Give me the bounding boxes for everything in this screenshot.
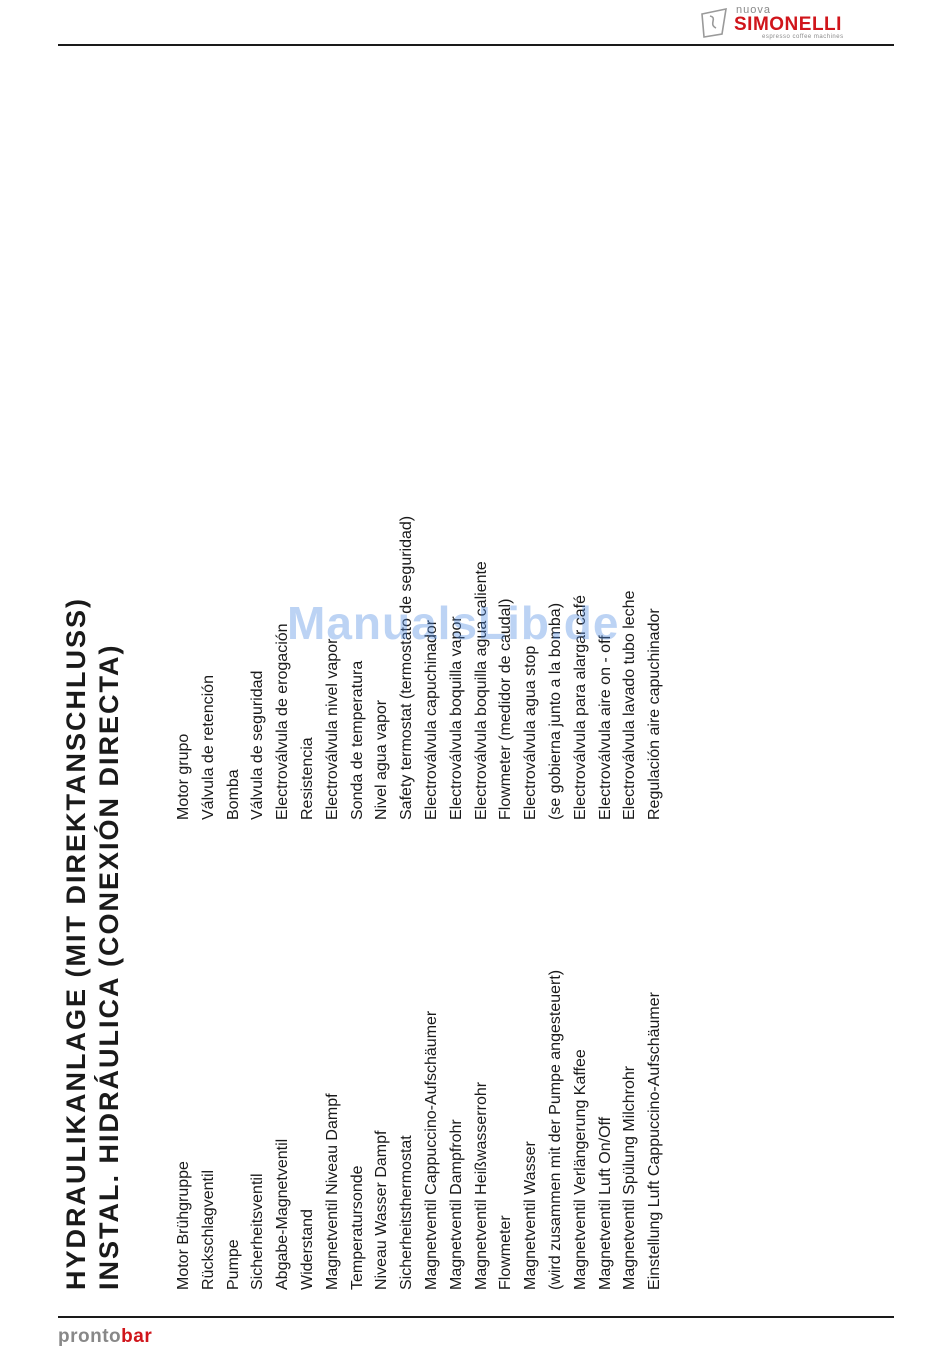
legend-german: Temperatursonde (348, 1165, 366, 1290)
legend-row (172, 510, 197, 1290)
legend-german: Magnetventil Verlängerung Kaffee (571, 1049, 589, 1290)
legend-german: Sicherheitsthermostat (398, 1135, 416, 1290)
legend-german: Widerstand (298, 1209, 316, 1290)
legend-german: Magnetventil Cappuccino-Aufschäumer (422, 1010, 440, 1290)
legend-spanish: Bomba (224, 769, 242, 820)
legend-spanish: Flowmeter (medidor de caudal) (497, 598, 515, 820)
prontobar-logo (58, 1326, 152, 1348)
legend-spanish: Electroválvula para alargar café (571, 594, 589, 820)
legend-german: Flowmeter (497, 1215, 515, 1290)
legend-german: Magnetventil Niveau Dampf (323, 1093, 341, 1290)
legend-german: Abgabe-Magnetventil (274, 1138, 292, 1290)
legend-spanish: Nivel agua vapor (373, 699, 391, 820)
legend-german: Magnetventil Dampfrohr (447, 1119, 465, 1290)
legend-spanish: Electroválvula boquilla vapor (447, 616, 465, 820)
legend-german: Magnetventil Heißwasserrohr (472, 1081, 490, 1290)
footer-rule (58, 1316, 894, 1318)
legend-spanish: Electroválvula lavado tubo leche (621, 590, 639, 820)
legend-spanish: Sonda de temperatura (348, 660, 366, 820)
logo-tagline: espresso coffee machines (762, 34, 844, 40)
legend-row (222, 510, 247, 1290)
legend-spanish: Electroválvula nivel vapor (323, 638, 341, 820)
simonelli-logo (698, 4, 894, 42)
legend-german: Motor Brühgruppe (175, 1161, 192, 1290)
legend-row (618, 510, 643, 1290)
legend-spanish: Válvula de retención (199, 675, 217, 820)
legend-german: Rückschlagventil (199, 1169, 217, 1290)
legend-spanish: Electroválvula capuchinador (422, 619, 440, 820)
logo-nuova: nuova (736, 4, 771, 16)
legend-spanish: Válvula de seguridad (249, 670, 267, 820)
logo-brand: SIMONELLI (734, 14, 842, 35)
legend-spanish: Electroválvula boquilla agua caliente (472, 561, 490, 820)
legend-german: (wird zusammen mit der Pumpe angesteuert) (546, 969, 564, 1290)
title-german: HYDRAULIKANLAGE (MIT DIREKTANSCHLUSS) (61, 597, 91, 1290)
footer-brand-part1: pronto (58, 1326, 122, 1347)
legend-row (197, 510, 222, 1290)
legend-row (643, 510, 668, 1290)
legend-german: Magnetventil Luft On/Off (596, 1116, 614, 1290)
legend-german: Pumpe (224, 1239, 242, 1290)
legend-spanish: Safety termostat (termostato de seguridad) (398, 515, 416, 820)
page-title (60, 510, 126, 1290)
legend-german: Magnetventil Spülung Milchrohr (621, 1065, 639, 1290)
legend-german: Niveau Wasser Dampf (373, 1130, 391, 1290)
title-spanish: INSTAL. HIDRÁULICA (CONEXIÓN DIRECTA) (94, 643, 124, 1290)
header-rule (58, 44, 894, 46)
footer-brand-part2: bar (121, 1326, 153, 1347)
legend-german: Sicherheitsventil (249, 1173, 267, 1290)
legend-spanish: (se gobierna junto a la bomba) (546, 602, 564, 820)
legend-row (246, 510, 271, 1290)
simonelli-logo-icon (698, 6, 732, 40)
legend-spanish: Motor grupo (175, 733, 192, 820)
legend-spanish: Electroválvula de erogación (274, 623, 292, 820)
legend-spanish: Electroválvula aire on - off (596, 635, 614, 820)
legend-spanish: Electroválvula agua stop (522, 645, 540, 820)
legend-german: Magnetventil Wasser (522, 1141, 540, 1290)
legend-spanish: Resistencia (298, 737, 316, 820)
watermark: ManualsLib.de (287, 597, 620, 649)
legend-spanish: Regulación aire capuchinador (646, 608, 664, 820)
legend-german: Einstellung Luft Cappuccino-Aufschäumer (646, 992, 664, 1290)
